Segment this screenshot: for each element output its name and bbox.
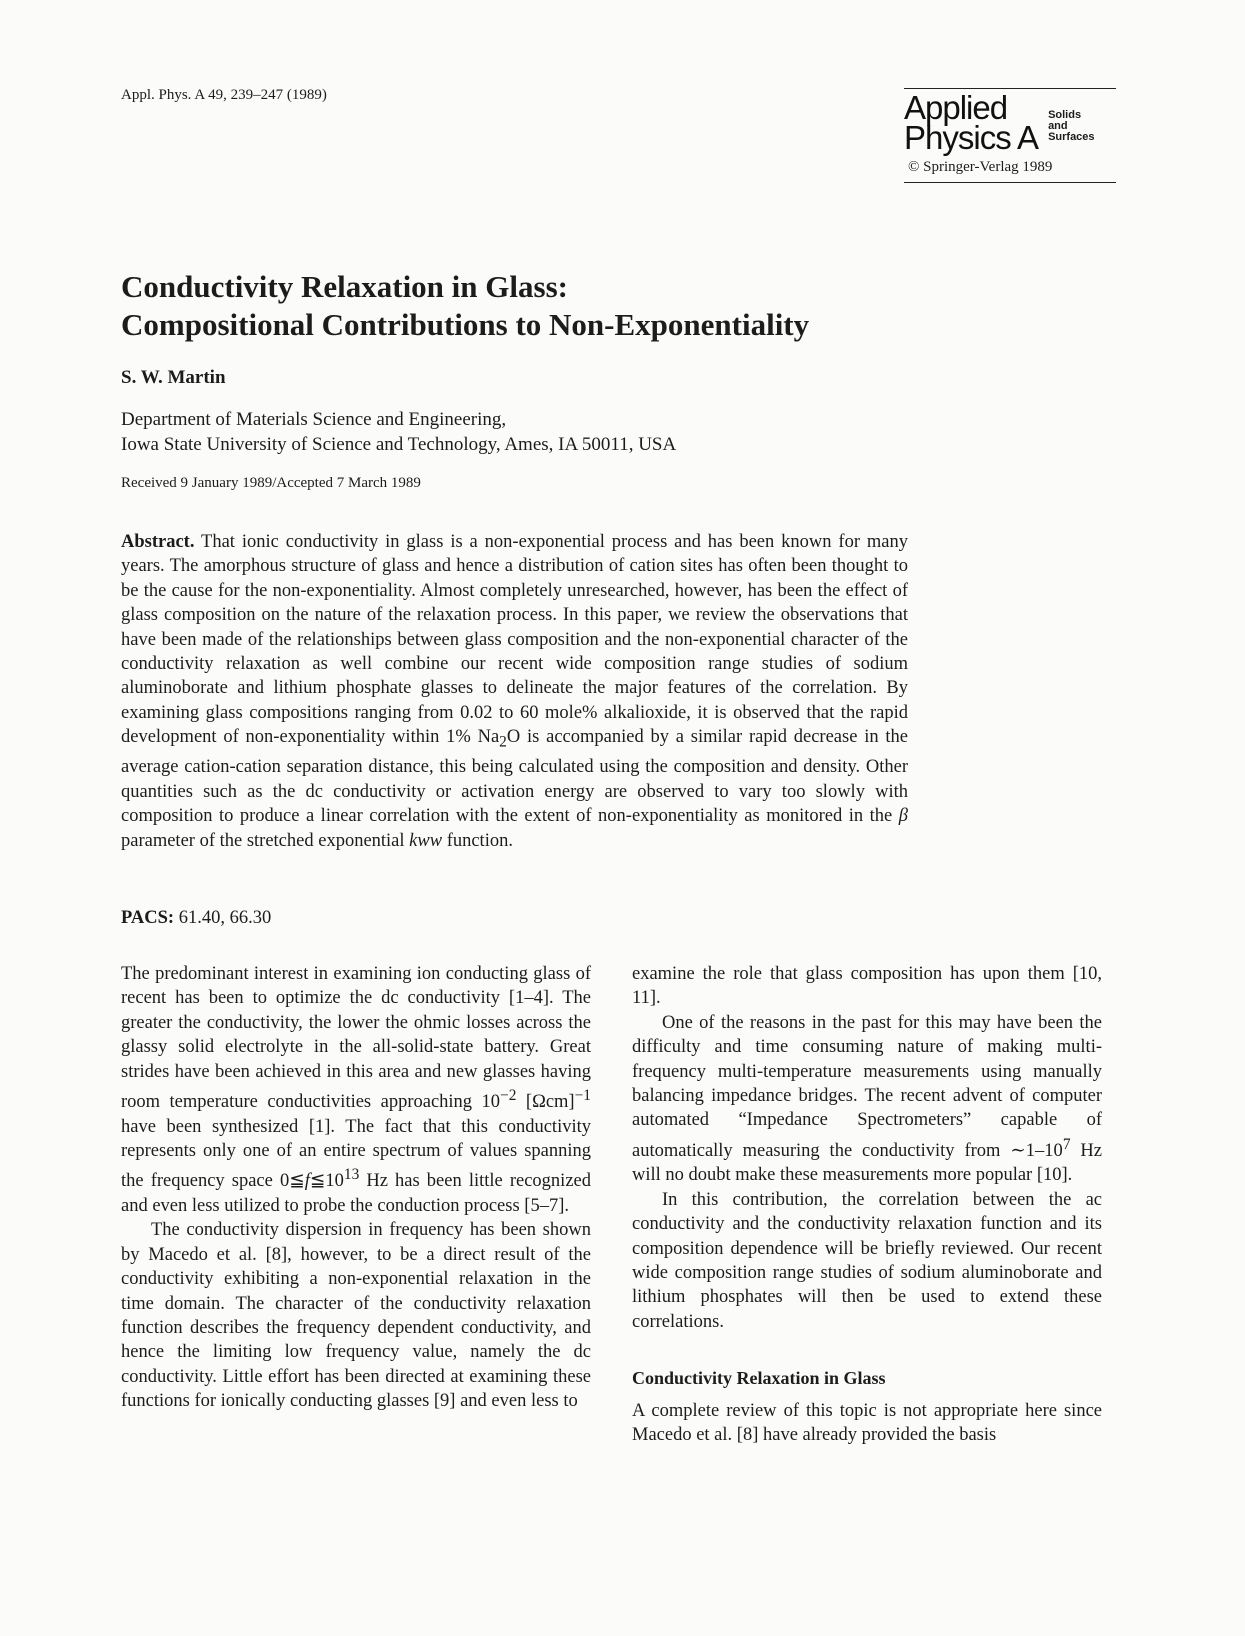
beta-symbol: β <box>898 806 908 827</box>
subscript: 2 <box>499 733 507 751</box>
title-line: Conductivity Relaxation in Glass: <box>121 269 568 304</box>
pacs-codes <box>121 908 271 929</box>
abstract-text: That ionic conductivity in glass is a non-exponential process and has been known for many years. The amorphous structure of glass and hence a distribution of cation sites has often been thought to be the cause for the non-exponentiality. Almost completely unresearched, however, has been the effect of glass composition on the nature of the relaxation process. In this paper, we review the observations that have been made of the relationships between glass composition and the non-exponential character of the conductivity relaxation as well combine our recent wide composition range studies of sodium aluminoborate and lithium phosphate glasses to delineate the major features of the correlation. By examining glass compositions ranging from 0.02 to 60 mole% alkalioxide, it is observed that the rapid development of non-exponentiality within 1% Na <box>121 532 908 748</box>
body-paragraph: The predominant interest in examining ion conducting glass of recent has been to optimize the dc conductivity [1–4]. The greater the conductivity, the lower the ohmic losses across the glassy solid electrolyte in the all-solid-state battery. Great strides have been achieved in this area and new glasses having room temperature conductivities approaching $10^{-2}$ $[\Omega cm]^{-1}$ have been synthesized [1]. The fact that this conductivity represents only one of an entire spectrum of values spanning the frequency space $0≦f≦10^{13}$ Hz has been little recognized and even less utilized to probe the conduction process [5–7]. <box>121 964 591 1216</box>
received-dates: Received 9 January 1989/Accepted 7 March 1989 <box>121 475 421 491</box>
journal-sub-line1: Solids <box>1048 109 1082 121</box>
body-column-left <box>121 962 591 1414</box>
pacs-value: 61.40, 66.30 <box>178 908 272 928</box>
abstract <box>121 530 908 853</box>
affiliation <box>121 407 676 457</box>
section-heading: Conductivity Relaxation in Glass <box>632 1368 886 1389</box>
journal-sub-line2: and <box>1048 120 1068 132</box>
body-column-right <box>632 962 1102 1447</box>
author-name: S. W. Martin <box>121 367 226 388</box>
pacs-label: PACS: <box>121 908 175 928</box>
article-title <box>121 268 809 344</box>
journal-sub-line3: Surfaces <box>1048 131 1095 143</box>
abstract-text: O is accompanied by a similar rapid decrease in the average cation-cation separation distance, this being calculated using the composition and density. Other quantities such as the dc conductivity or activation energy are observed to vary too slowly with composition to produce a linear correlation with the extent of non-exponentiality as monitored in the <box>121 727 908 827</box>
body-paragraph: The conductivity dispersion in frequency has been shown by Macedo et al. [8], however, to be a direct result of the conductivity exhibiting a non-exponential relaxation in the time domain. The character of the conductivity relaxation function describes the frequency dependent conductivity, and hence the limiting low frequency value, namely the dc conductivity. Little effort has been directed at examining these functions for ionically conducting glasses [9] and even less to <box>121 1220 591 1412</box>
affiliation-line: Department of Materials Science and Engineering, <box>121 409 507 430</box>
journal-logo <box>904 89 1116 156</box>
copyright-notice: © Springer-Verlag 1989 <box>908 159 1053 175</box>
journal-citation: Appl. Phys. A 49, 239–247 (1989) <box>121 87 327 103</box>
journal-logo-block <box>904 88 1116 183</box>
affiliation-line: Iowa State University of Science and Technology, Ames, IA 50011, USA <box>121 434 677 455</box>
journal-name-line1: Applied <box>904 89 1008 126</box>
title-line: Compositional Contributions to Non-Exponentiality <box>121 307 810 342</box>
body-paragraph: A complete review of this topic is not appropriate here since Macedo et al. [8] have already provided the basis <box>632 1400 1102 1446</box>
journal-name-line2: Physics A <box>904 119 1039 156</box>
abstract-text: function. <box>442 830 513 851</box>
kww-term: kww <box>409 830 443 851</box>
abstract-text: parameter of the stretched exponential <box>121 830 410 851</box>
body-paragraph: In this contribution, the correlation between the ac conductivity and the conductivity relaxation function and its composition dependence will be briefly reviewed. Our recent wide composition range studies of sodium aluminoborate and lithium phosphates will then be used to extend these correlations. <box>632 1189 1102 1332</box>
body-paragraph: One of the reasons in the past for this may have been the difficulty and time consuming nature of making multi-frequency multi-temperature measurements using manually balancing impedance bridges. The recent advent of computer automated “Impedance Spectrometers” capable of automatically measuring the conductivity from $\sim 1-10^7$ Hz will no doubt make these measurements more popular [10]. <box>632 1012 1102 1186</box>
body-paragraph: examine the role that glass composition has upon them [10, 11]. <box>632 964 1102 1009</box>
abstract-label: Abstract. <box>121 532 195 552</box>
divider <box>904 182 1116 183</box>
